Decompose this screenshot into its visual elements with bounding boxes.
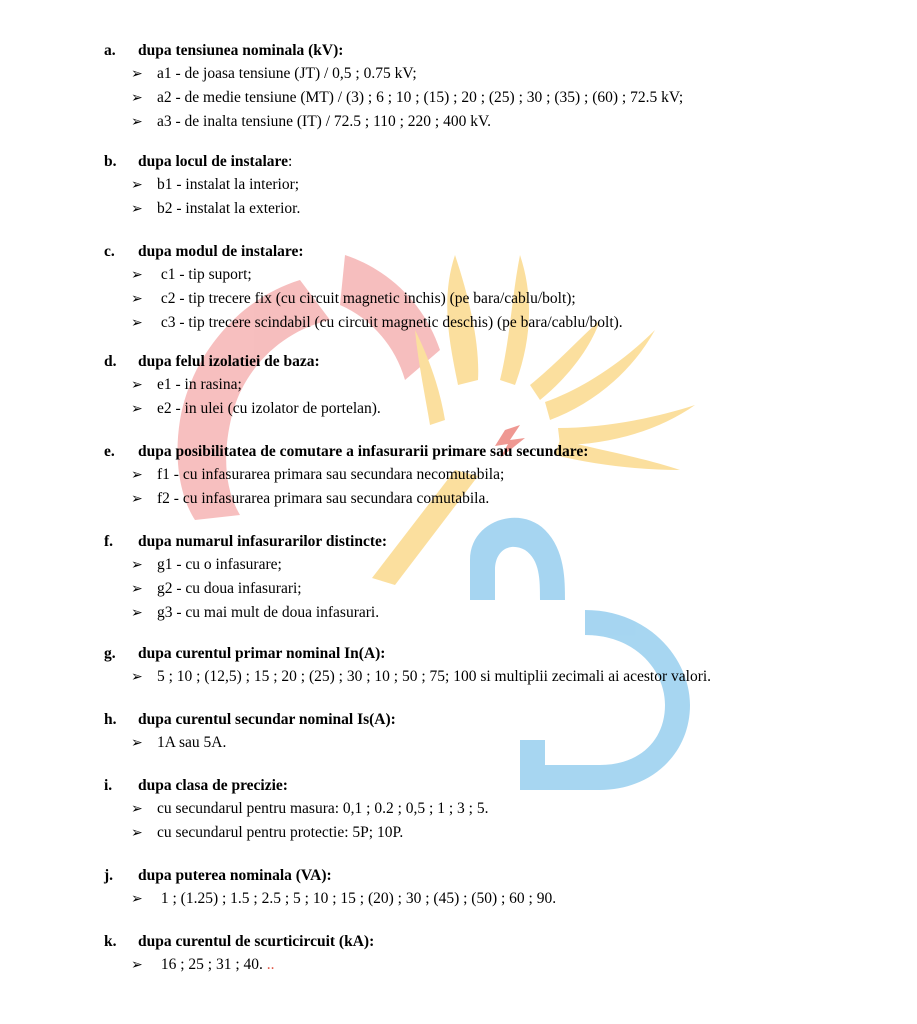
bullet-arrow-icon: ➢ — [131, 468, 143, 483]
bullet-arrow-icon: ➢ — [131, 178, 143, 193]
list-item — [131, 554, 282, 576]
list-item-text: 5 ; 10 ; (12,5) ; 15 ; 20 ; (25) ; 30 ; 10 ; 50 ; 75; 100 si multiplii zecimali ai acestor valori. — [157, 668, 712, 685]
list-item-text: c2 - tip trecere fix (cu circuit magnetic inchis) (pe bara/cablu/bolt); — [157, 290, 576, 307]
list-item-text: c1 - tip suport; — [157, 266, 252, 283]
bullet-arrow-icon: ➢ — [131, 292, 143, 307]
section-heading — [104, 865, 332, 887]
list-item — [131, 111, 491, 133]
list-item-text: g3 - cu mai mult de doua infasurari. — [157, 604, 380, 621]
list-item-text: b1 - instalat la interior; — [157, 176, 300, 193]
bullet-arrow-icon: ➢ — [131, 670, 143, 685]
list-item — [131, 264, 252, 286]
bullet-arrow-icon: ➢ — [131, 316, 143, 331]
section-letter: b. — [104, 153, 117, 170]
section-letter: d. — [104, 353, 117, 370]
list-item — [131, 666, 711, 688]
section-title: dupa curentul de scurticircuit (kA): — [138, 933, 375, 950]
section-title: dupa curentul secundar nominal Is(A): — [138, 711, 396, 728]
bullet-arrow-icon: ➢ — [131, 268, 143, 283]
section-heading — [104, 643, 385, 665]
bullet-arrow-icon: ➢ — [131, 492, 143, 507]
list-item-text: f2 - cu infasurarea primara sau secundara comutabila. — [157, 490, 490, 507]
section-heading — [104, 40, 343, 62]
section-letter: e. — [104, 443, 115, 460]
list-item-text: a1 - de joasa tensiune (JT) / 0,5 ; 0.75 kV; — [157, 65, 417, 82]
section-letter: a. — [104, 42, 116, 59]
list-item — [131, 578, 302, 600]
list-item-text: b2 - instalat la exterior. — [157, 200, 301, 217]
list-item-text: 1A sau 5A. — [157, 734, 227, 751]
section-title: dupa curentul primar nominal In(A): — [138, 645, 386, 662]
section-letter: i. — [104, 777, 113, 794]
section-title: dupa posibilitatea de comutare a infasurarii primare sau secundare: — [138, 443, 589, 460]
section-heading — [104, 775, 288, 797]
list-item — [131, 174, 299, 196]
list-item-text: a2 - de medie tensiune (MT) / (3) ; 6 ; 10 ; (15) ; 20 ; (25) ; 30 ; (35) ; (60) ; 72.5 kV; — [157, 89, 684, 106]
section-heading — [104, 241, 304, 263]
section-letter: g. — [104, 645, 116, 662]
list-item — [131, 798, 488, 820]
list-item — [131, 822, 403, 844]
list-item-text: 1 ; (1.25) ; 1.5 ; 2.5 ; 5 ; 10 ; 15 ; (20) ; 30 ; (45) ; (50) ; 60 ; 90. — [157, 890, 557, 907]
list-item-text: e1 - in rasina; — [157, 376, 242, 393]
section-letter: h. — [104, 711, 117, 728]
section-heading — [104, 441, 588, 463]
section-title: dupa tensiunea nominala (kV): — [138, 42, 344, 59]
trailing-dots: .. — [266, 956, 275, 973]
bullet-arrow-icon: ➢ — [131, 67, 143, 82]
bullet-arrow-icon: ➢ — [131, 892, 143, 907]
section-title: dupa clasa de precizie: — [138, 777, 288, 794]
list-item-text: a3 - de inalta tensiune (IT) / 72.5 ; 110 ; 220 ; 400 kV. — [157, 113, 492, 130]
list-item — [131, 312, 623, 334]
section-heading — [104, 351, 320, 373]
section-letter: j. — [104, 867, 114, 884]
list-item-text: cu secundarul pentru masura: 0,1 ; 0.2 ; 0,5 ; 1 ; 3 ; 5. — [157, 800, 489, 817]
section-heading — [104, 531, 387, 553]
list-item-text: e2 - in ulei (cu izolator de portelan). — [157, 400, 381, 417]
list-item — [131, 87, 683, 109]
list-item — [131, 954, 275, 976]
list-item — [131, 888, 556, 910]
list-item-text: g1 - cu o infasurare; — [157, 556, 282, 573]
section-heading — [104, 151, 292, 173]
bullet-arrow-icon: ➢ — [131, 402, 143, 417]
section-title: dupa locul de instalare — [138, 153, 289, 170]
list-item — [131, 288, 576, 310]
list-item-text: c3 - tip trecere scindabil (cu circuit magnetic deschis) (pe bara/cablu/bolt). — [157, 314, 623, 331]
section-title: dupa numarul infasurarilor distincte: — [138, 533, 388, 550]
section-letter: k. — [104, 933, 117, 950]
section-title: dupa modul de instalare: — [138, 243, 304, 260]
section-letter: f. — [104, 533, 114, 550]
bullet-arrow-icon: ➢ — [131, 582, 143, 597]
list-item — [131, 464, 504, 486]
section-title: dupa puterea nominala (VA): — [138, 867, 332, 884]
section-letter: c. — [104, 243, 115, 260]
bullet-arrow-icon: ➢ — [131, 378, 143, 393]
section-title-tail: : — [288, 153, 293, 170]
list-item — [131, 488, 489, 510]
bullet-arrow-icon: ➢ — [131, 202, 143, 217]
list-item — [131, 63, 417, 85]
section-title: dupa felul izolatiei de baza: — [138, 353, 320, 370]
bullet-arrow-icon: ➢ — [131, 826, 143, 841]
list-item — [131, 602, 379, 624]
bullet-arrow-icon: ➢ — [131, 958, 143, 973]
section-heading — [104, 931, 374, 953]
list-item — [131, 374, 242, 396]
list-item-text: g2 - cu doua infasurari; — [157, 580, 302, 597]
bullet-arrow-icon: ➢ — [131, 606, 143, 621]
list-item — [131, 198, 300, 220]
bullet-arrow-icon: ➢ — [131, 91, 143, 106]
list-item-text: 16 ; 25 ; 31 ; 40. — [157, 956, 267, 973]
list-item — [131, 398, 381, 420]
section-heading — [104, 709, 396, 731]
list-item — [131, 732, 226, 754]
bullet-arrow-icon: ➢ — [131, 115, 143, 130]
bullet-arrow-icon: ➢ — [131, 802, 143, 817]
bullet-arrow-icon: ➢ — [131, 736, 143, 751]
list-item-text: cu secundarul pentru protectie: 5P; 10P. — [157, 824, 404, 841]
list-item-text: f1 - cu infasurarea primara sau secundara necomutabila; — [157, 466, 505, 483]
bullet-arrow-icon: ➢ — [131, 558, 143, 573]
